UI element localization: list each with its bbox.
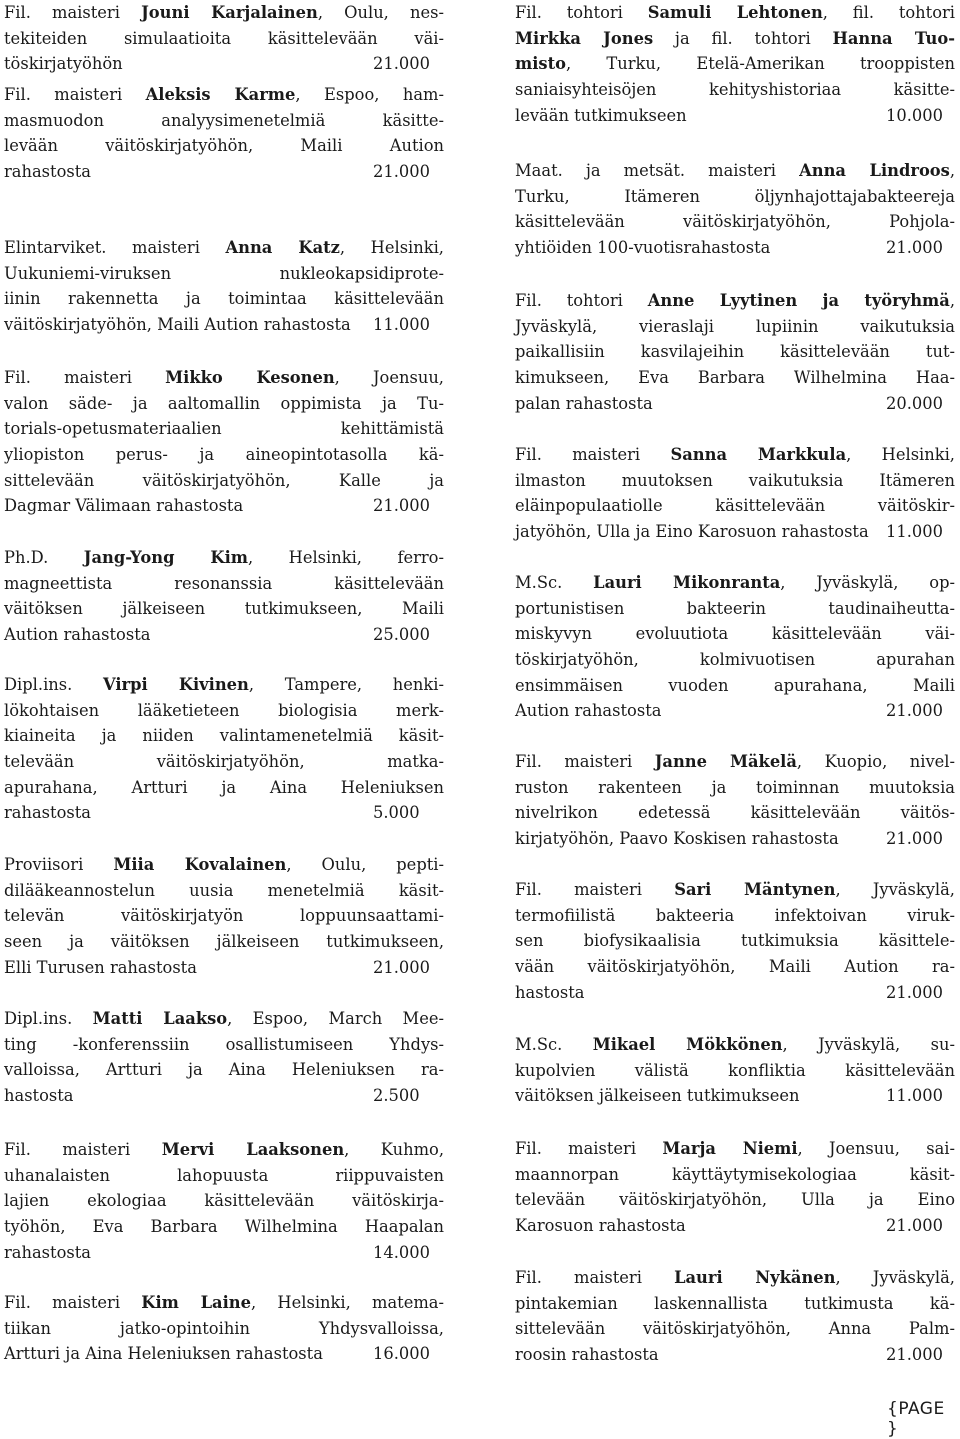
entry-line xyxy=(4,852,444,878)
entry-text: Fil. maisteri xyxy=(4,85,146,104)
grant-entry xyxy=(515,877,955,1005)
grant-entry xyxy=(4,545,444,648)
entry-line xyxy=(515,184,955,210)
entry-line xyxy=(4,133,444,159)
entry-text: M.Sc. xyxy=(515,573,594,592)
entry-text: magneettista resonanssia käsittelevään xyxy=(4,573,444,593)
entry-line xyxy=(4,416,444,442)
entry-line xyxy=(4,878,444,904)
entry-text: lajien ekologiaa käsittelevään väitöskirja- xyxy=(4,1191,444,1211)
entry-text: Artturi ja Aina Heleniuksen rahastosta xyxy=(4,1344,323,1364)
entry-text: maannorpan käyttäytymisekologiaa käsit- xyxy=(515,1164,955,1184)
entry-line xyxy=(515,1187,955,1213)
entry-text: Fil. maisteri xyxy=(515,752,655,771)
entry-text: Turku, Itämeren öljynhajottajabakteereja xyxy=(515,186,955,206)
entry-text: levään väitöskirjatyöhön, Maili Aution xyxy=(4,136,444,156)
entry-text: miskyvyn evoluutiota käsittelevään väi- xyxy=(515,624,955,644)
entry-text: Fil. maisteri xyxy=(4,1293,142,1312)
entry-text: , Espoo, ham- xyxy=(295,85,444,104)
entry-line xyxy=(515,468,955,494)
recipient-name: Kim Laine xyxy=(141,1293,251,1312)
entry-line xyxy=(4,82,444,108)
grant-entry xyxy=(515,570,955,724)
entry-line xyxy=(4,1341,444,1367)
page-number-field: {PAGE } xyxy=(887,1399,945,1439)
entry-line xyxy=(4,903,444,929)
entry-text: ensimmäisen vuoden apurahana, Maili xyxy=(515,675,955,695)
recipient-name: Marja Niemi xyxy=(662,1139,798,1158)
entry-text: , Joensuu, sai- xyxy=(797,1139,955,1158)
entry-line xyxy=(4,1163,444,1189)
entry-text: Dipl.ins. xyxy=(4,1009,93,1028)
grant-entry xyxy=(4,0,444,77)
recipient-name: Miia Kovalainen xyxy=(113,855,287,874)
entry-text: työhön, Eva Barbara Wilhelmina Haapalan xyxy=(4,1217,444,1237)
entry-text: sittelevään väitöskirjatyöhön, Anna Palm- xyxy=(515,1319,955,1339)
entry-line xyxy=(4,596,444,622)
grant-entry xyxy=(515,0,955,128)
entry-text: ting -konferenssiin osallistumiseen Yhdys- xyxy=(4,1034,444,1054)
entry-line xyxy=(515,775,955,801)
entry-line xyxy=(4,0,444,26)
entry-line xyxy=(4,1032,444,1058)
entry-text: Maat. ja metsät. maisteri xyxy=(515,161,800,180)
entry-text: Fil. maisteri xyxy=(515,1139,663,1158)
grant-entry xyxy=(515,288,955,416)
entry-text: Proviisori xyxy=(4,855,114,874)
entry-text: Jyväskylä, vieraslaji lupiinin vaikutuksia xyxy=(515,316,955,336)
entry-text: masmuodon analyysimenetelmiä käsitte- xyxy=(4,110,444,130)
entry-text: , Kuhmo, xyxy=(344,1140,444,1159)
grant-entry xyxy=(515,1136,955,1239)
entry-text: nivelrikon edetessä käsittelevään väitös- xyxy=(515,803,955,823)
recipient-name: misto xyxy=(515,54,566,74)
entry-line xyxy=(515,800,955,826)
entry-text: vään väitöskirjatyöhön, Maili Aution ra- xyxy=(515,957,955,977)
entry-text: Dipl.ins. xyxy=(4,675,103,694)
entry-text: roosin rahastosta xyxy=(515,1345,659,1365)
entry-text: sen biofysikaalisia tutkimuksia käsittele- xyxy=(515,931,955,951)
entry-text: käsittelevään väitöskirjatyöhön, Pohjola- xyxy=(515,212,955,232)
entry-text: Ph.D. xyxy=(4,548,84,567)
entry-text: Fil. tohtori xyxy=(515,3,648,22)
entry-line xyxy=(515,1162,955,1188)
entry-text: väitöskirjatyöhön, Maili Aution rahastosta xyxy=(4,315,351,335)
entry-text: , Helsinki, matema- xyxy=(251,1293,445,1312)
entry-line xyxy=(4,493,444,519)
entry-text: televään väitöskirjatyöhön, Ulla ja Eino xyxy=(515,1190,955,1210)
grant-amount: 11.000 xyxy=(886,522,943,542)
entry-text: seen ja väitöksen jälkeiseen tutkimukseen, xyxy=(4,932,444,952)
entry-line xyxy=(4,955,444,981)
grant-entry xyxy=(515,1032,955,1109)
grant-entry xyxy=(4,365,444,519)
entry-text: rahastosta xyxy=(4,162,91,182)
grant-entry xyxy=(4,1290,444,1367)
entry-text: M.Sc. xyxy=(515,1035,593,1054)
entry-line xyxy=(515,442,955,468)
grant-entry xyxy=(4,1006,444,1109)
grant-amount: 21.000 xyxy=(886,982,943,1002)
entry-line xyxy=(515,51,955,77)
entry-text: , Jyväskylä, xyxy=(835,1268,955,1287)
entry-line xyxy=(4,1006,444,1032)
entry-text: eläinpopulaatiolle käsittelevään väitöskir- xyxy=(515,496,955,516)
entry-text: rahastosta xyxy=(4,803,91,823)
entry-text: , Kuopio, nivel- xyxy=(796,752,955,771)
entry-text: televän väitöskirjatyön loppuunsaattami- xyxy=(4,906,444,926)
grant-amount: 21.000 xyxy=(373,162,430,182)
grant-amount: 21.000 xyxy=(886,701,943,721)
entry-text: , xyxy=(949,161,956,180)
recipient-name: Mikael Mökkönen xyxy=(592,1035,783,1054)
recipient-name: Jouni Karjalainen xyxy=(141,3,318,22)
entry-text: Fil. tohtori xyxy=(515,291,648,310)
entry-text: Fil. maisteri xyxy=(4,3,142,22)
entry-line xyxy=(4,159,444,185)
entry-line xyxy=(4,1083,444,1109)
entry-line xyxy=(4,1057,444,1083)
entry-line xyxy=(515,980,955,1006)
entry-line xyxy=(4,468,444,494)
entry-line xyxy=(4,622,444,648)
entry-line xyxy=(4,391,444,417)
entry-line xyxy=(4,698,444,724)
entry-line xyxy=(515,493,955,519)
grant-amount: 20.000 xyxy=(886,393,943,413)
entry-line xyxy=(515,235,955,261)
entry-text: apurahana, Artturi ja Aina Heleniuksen xyxy=(4,777,444,797)
entry-line xyxy=(4,800,444,826)
entry-line xyxy=(4,571,444,597)
grant-entry xyxy=(4,1137,444,1265)
recipient-name: Janne Mäkelä xyxy=(654,752,797,771)
recipient-name: Aleksis Karme xyxy=(145,85,296,104)
grant-amount: 21.000 xyxy=(373,54,430,74)
grant-entry xyxy=(4,672,444,826)
recipient-name: Anne Lyytinen ja työryhmä xyxy=(647,291,950,310)
entry-line xyxy=(515,365,955,391)
entry-text: rahastosta xyxy=(4,1242,91,1262)
entry-text: iinin rakennetta ja toimintaa käsittelevään xyxy=(4,289,444,309)
recipient-name: Jang-Yong Kim xyxy=(83,548,248,567)
entry-line xyxy=(515,1316,955,1342)
entry-line xyxy=(4,1240,444,1266)
entry-text: valloissa, Artturi ja Aina Heleniuksen ra- xyxy=(4,1060,444,1080)
entry-line xyxy=(515,928,955,954)
entry-text: Elli Turusen rahastosta xyxy=(4,957,197,977)
entry-line xyxy=(4,1316,444,1342)
entry-line xyxy=(515,158,955,184)
entry-line xyxy=(4,235,444,261)
entry-text: lökohtaisen lääketieteen biologisia merk- xyxy=(4,700,444,720)
entry-text: jatyöhön, Ulla ja Eino Karosuon rahastosta xyxy=(515,522,869,542)
entry-text: , xyxy=(949,291,955,310)
grant-amount: 10.000 xyxy=(886,105,943,125)
grant-entry xyxy=(515,749,955,852)
entry-line xyxy=(515,954,955,980)
recipient-name: Mervi Laaksonen xyxy=(161,1140,345,1159)
entry-text: , Turku, Etelä-Amerikan trooppisten xyxy=(565,54,955,74)
entry-line xyxy=(4,261,444,287)
entry-text: Uukuniemi-viruksen nukleokapsidiprote- xyxy=(4,263,444,283)
entry-line xyxy=(515,103,955,129)
entry-line xyxy=(515,1213,955,1239)
entry-line xyxy=(4,26,444,52)
entry-line xyxy=(515,314,955,340)
grant-entry xyxy=(4,235,444,338)
entry-text: Karosuon rahastosta xyxy=(515,1216,686,1236)
entry-line xyxy=(4,286,444,312)
grant-amount: 2.500 xyxy=(373,1086,420,1106)
recipient-name: Anna Lindroos xyxy=(799,161,950,180)
entry-text: termofiilistä bakteeria infektoivan viruk- xyxy=(515,905,955,925)
entry-text: yliopiston perus- ja aineopintotasolla kä- xyxy=(4,445,444,465)
entry-line xyxy=(515,209,955,235)
entry-text: , Oulu, nes- xyxy=(317,3,444,22)
entry-line xyxy=(515,391,955,417)
entry-text: väitöksen jälkeiseen tutkimukseen, Maili xyxy=(4,599,444,619)
entry-text: pintakemian laskennallista tutkimusta kä- xyxy=(515,1293,955,1313)
entry-line xyxy=(4,749,444,775)
entry-text: palan rahastosta xyxy=(515,393,653,413)
entry-line xyxy=(515,647,955,673)
entry-text: , Espoo, March Mee- xyxy=(227,1009,444,1028)
recipient-name: Samuli Lehtonen xyxy=(647,3,823,22)
grant-entry xyxy=(4,82,444,185)
recipient-name: Mikko Kesonen xyxy=(165,368,335,387)
entry-text: hastosta xyxy=(515,982,585,1002)
entry-text: saniaisyhteisöjen kehityshistoriaa käsitte- xyxy=(515,80,955,100)
entry-line xyxy=(4,545,444,571)
entry-text: , Oulu, pepti- xyxy=(286,855,444,874)
entry-line xyxy=(4,1214,444,1240)
recipient-name: Anna Katz xyxy=(225,238,340,257)
entry-text: , Tampere, henki- xyxy=(248,675,444,694)
entry-line xyxy=(4,365,444,391)
grant-entry xyxy=(515,442,955,545)
entry-text: televään väitöskirjatyöhön, matka- xyxy=(4,752,444,772)
entry-text: levään tutkimukseen xyxy=(515,105,687,125)
grant-entry xyxy=(515,1265,955,1368)
recipient-name: Sari Mäntynen xyxy=(674,880,836,899)
entry-line xyxy=(515,77,955,103)
recipient-name: Lauri Mikonranta xyxy=(593,573,781,592)
grant-amount: 21.000 xyxy=(373,496,430,516)
entry-text: Dagmar Välimaan rahastosta xyxy=(4,496,244,516)
entry-text: ja fil. tohtori xyxy=(653,28,833,48)
entry-text: väitöksen jälkeiseen tutkimukseen xyxy=(515,1086,800,1106)
entry-line xyxy=(4,1290,444,1316)
recipient-name: Sanna Markkula xyxy=(670,445,847,464)
entry-text: sittelevään väitöskirjatyöhön, Kalle ja xyxy=(4,470,444,490)
entry-line xyxy=(515,1058,955,1084)
entry-text: kiaineita ja niiden valintamenetelmiä käsit- xyxy=(4,726,444,746)
grant-amount: 21.000 xyxy=(886,238,943,258)
entry-line xyxy=(515,596,955,622)
entry-line xyxy=(4,442,444,468)
entry-text: kimukseen, Eva Barbara Wilhelmina Haa- xyxy=(515,368,955,388)
recipient-name: Lauri Nykänen xyxy=(674,1268,836,1287)
entry-line xyxy=(515,621,955,647)
grant-amount: 11.000 xyxy=(373,315,430,335)
entry-line xyxy=(515,1291,955,1317)
entry-line xyxy=(4,312,444,338)
grant-entry xyxy=(4,852,444,980)
recipient-name: Mirkka Jones xyxy=(515,28,654,48)
entry-line xyxy=(515,519,955,545)
entry-line xyxy=(515,0,955,26)
entry-line xyxy=(515,26,955,52)
grant-amount: 25.000 xyxy=(373,625,430,645)
entry-text: dilääkeannostelun uusia menetelmiä käsit- xyxy=(4,880,444,900)
entry-line xyxy=(4,1188,444,1214)
entry-line xyxy=(515,903,955,929)
entry-text: hastosta xyxy=(4,1086,74,1106)
grant-amount: 11.000 xyxy=(886,1086,943,1106)
entry-text: Aution rahastosta xyxy=(4,625,151,645)
entry-text: , Jyväskylä, op- xyxy=(780,573,955,592)
entry-text: valon säde- ja aaltomallin oppimista ja Tu- xyxy=(4,393,444,413)
entry-text: Fil. maisteri xyxy=(515,1268,675,1287)
entry-line xyxy=(515,1083,955,1109)
entry-text: yhtiöiden 100-vuotisrahastosta xyxy=(515,238,771,258)
entry-text: ruston rakenteen ja toiminnan muutoksia xyxy=(515,777,955,797)
entry-text: , Helsinki, xyxy=(339,238,444,257)
entry-text: kirjatyöhön, Paavo Koskisen rahastosta xyxy=(515,829,839,849)
entry-text: , Helsinki, ferro- xyxy=(248,548,444,567)
grant-amount: 21.000 xyxy=(373,957,430,977)
entry-text: Fil. maisteri xyxy=(515,445,671,464)
entry-text: kupolvien välistä konfliktia käsittelevään xyxy=(515,1060,955,1080)
entry-line xyxy=(515,749,955,775)
entry-text: Fil. maisteri xyxy=(4,1140,162,1159)
entry-line xyxy=(4,929,444,955)
entry-text: uhanalaisten lahopuusta riippuvaisten xyxy=(4,1165,444,1185)
grant-amount: 16.000 xyxy=(373,1344,430,1364)
grant-amount: 21.000 xyxy=(886,1216,943,1236)
recipient-name: Virpi Kivinen xyxy=(102,675,249,694)
entry-line xyxy=(4,672,444,698)
entry-text: tiikan jatko-opintoihin Yhdysvalloissa, xyxy=(4,1318,444,1338)
entry-text: , Joensuu, xyxy=(334,368,444,387)
entry-line xyxy=(4,108,444,134)
entry-line xyxy=(515,1136,955,1162)
entry-text: , Jyväskylä, su- xyxy=(782,1035,955,1054)
entry-text: tekiteiden simulaatioita käsittelevään väi- xyxy=(4,28,444,48)
entry-text: Fil. maisteri xyxy=(515,880,675,899)
grant-amount: 14.000 xyxy=(373,1242,430,1262)
entry-line xyxy=(4,1137,444,1163)
entry-line xyxy=(515,1032,955,1058)
grant-amount: 21.000 xyxy=(886,829,943,849)
entry-line xyxy=(515,288,955,314)
entry-line xyxy=(515,826,955,852)
entry-text: töskirjatyöhön xyxy=(4,54,123,74)
recipient-name: Matti Laakso xyxy=(92,1009,228,1028)
entry-text: Fil. maisteri xyxy=(4,368,166,387)
entry-text: ilmaston muutoksen vaikutuksia Itämeren xyxy=(515,470,955,490)
grant-amount: 21.000 xyxy=(886,1345,943,1365)
entry-text: Aution rahastosta xyxy=(515,701,662,721)
entry-line xyxy=(515,698,955,724)
entry-line xyxy=(515,1342,955,1368)
recipient-name: Hanna Tuo- xyxy=(832,28,955,48)
entry-line xyxy=(4,723,444,749)
entry-text: , Jyväskylä, xyxy=(835,880,955,899)
entry-line xyxy=(4,51,444,77)
entry-text: töskirjatyöhön, kolmivuotisen apurahan xyxy=(515,650,955,670)
entry-line xyxy=(515,570,955,596)
entry-text: paikallisiin kasvilajeihin käsittelevään tut- xyxy=(515,342,955,362)
entry-line xyxy=(515,877,955,903)
entry-text: , Helsinki, xyxy=(846,445,955,464)
grant-amount: 5.000 xyxy=(373,803,420,823)
grant-entry xyxy=(515,158,955,261)
entry-text: , fil. tohtori xyxy=(822,3,956,22)
entry-line xyxy=(515,1265,955,1291)
entry-line xyxy=(4,775,444,801)
entry-text: portunistisen bakteerin taudinaiheutta- xyxy=(515,598,955,618)
entry-text: Elintarviket. maisteri xyxy=(4,238,226,257)
entry-line xyxy=(515,673,955,699)
entry-text: torials-opetusmateriaalien kehittämistä xyxy=(4,419,444,439)
entry-line xyxy=(515,339,955,365)
